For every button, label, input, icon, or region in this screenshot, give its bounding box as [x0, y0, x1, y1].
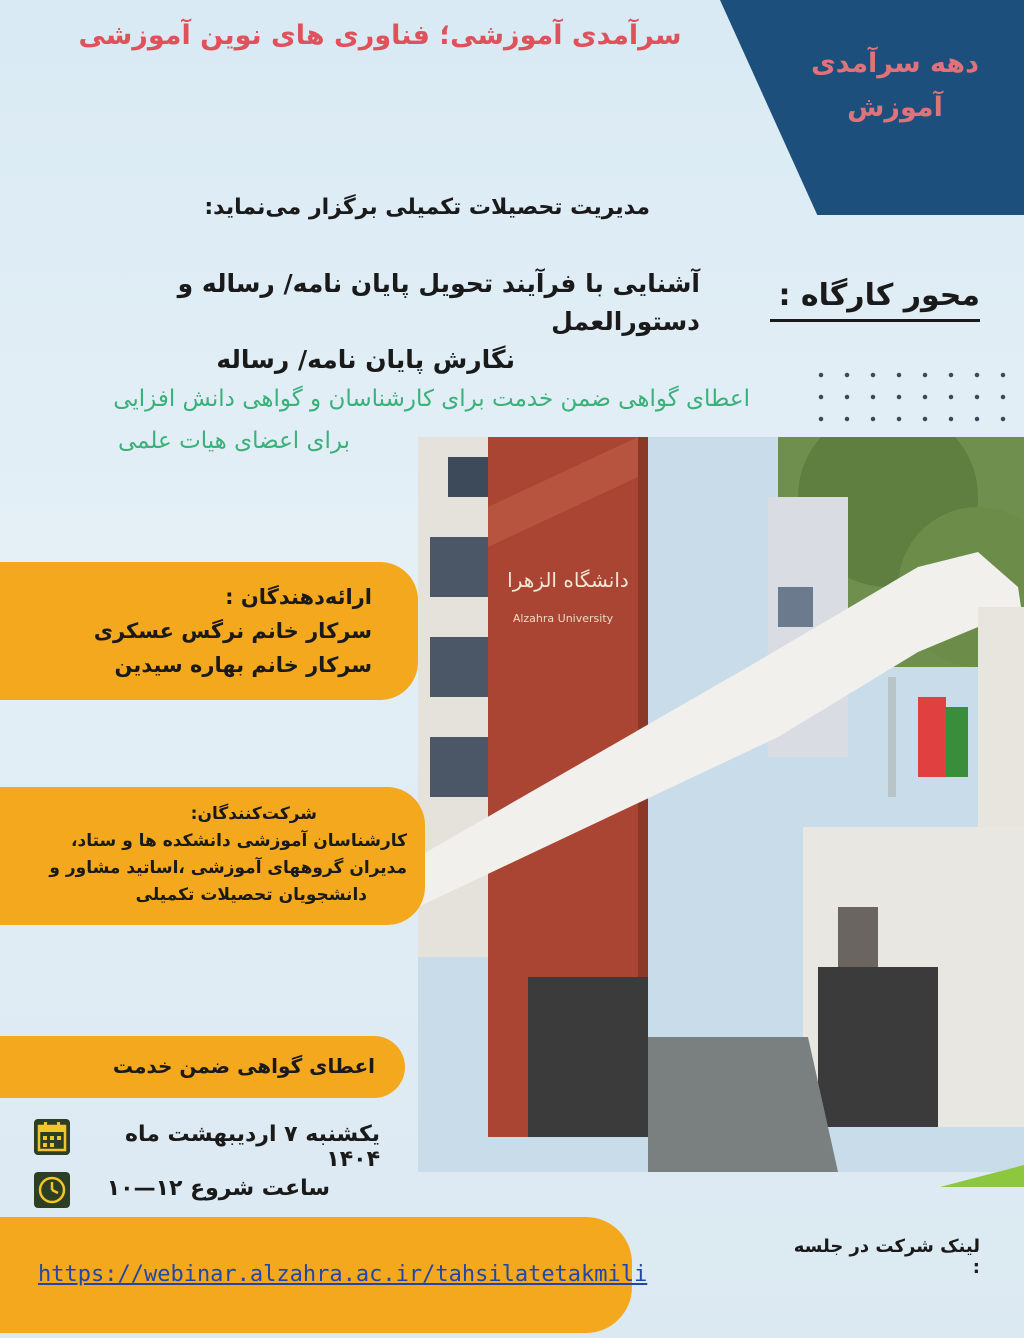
- clock-icon: [34, 1172, 70, 1208]
- topic-line-2: نگارش پایان نامه/ رساله: [216, 345, 515, 374]
- presenters-box: [0, 562, 418, 700]
- presenter-name-1: سرکار خانم نرگس عسکری: [93, 619, 372, 643]
- topic-line-1: آشنایی با فرآیند تحویل پایان نامه/ رساله و دستورالعمل: [177, 269, 700, 336]
- event-start-time: ساعت شروع ۱۲—۱۰: [106, 1176, 330, 1201]
- certificate-note-line-2: برای اعضای هیات علمی: [117, 428, 350, 454]
- campus-gate-photo: [418, 437, 1024, 1172]
- join-link-label: لینک شرکت در جلسه :: [793, 1236, 980, 1278]
- poster-title: سرآمدی آموزشی؛ فناوری های نوین آموزشی: [78, 20, 682, 51]
- service-certificate-box: [0, 1036, 405, 1098]
- calendar-icon: [34, 1119, 70, 1155]
- dot-pattern: [808, 364, 1018, 424]
- event-date: یکشنبه ۷ اردیبهشت ماه ۱۴۰۴: [125, 1122, 380, 1172]
- webinar-link[interactable]: https://webinar.alzahra.ac.ir/tahsilatetakmili: [38, 1262, 648, 1287]
- participants-line-3: دانشجویان تحصیلات تکمیلی: [135, 885, 367, 905]
- workshop-topic: [40, 265, 700, 379]
- gate-sign-subtext: Alzahra University: [512, 612, 614, 625]
- participants-line-1: کارشناسان آموزشی دانشکده ها و ستاد،: [71, 831, 407, 851]
- organizer-line: مدیریت تحصیلات تکمیلی برگزار می‌نماید:: [204, 195, 650, 220]
- corner-line-1: دهه سرآمدی: [810, 48, 979, 79]
- workshop-axis-label: محور کارگاه :: [770, 278, 980, 322]
- certificate-note-line-1: اعطای گواهی ضمن خدمت برای کارشناسان و گواهی دانش افزایی: [113, 386, 750, 412]
- participants-title: شرکت‌کنندگان:: [190, 804, 317, 824]
- presenters-title: ارائه‌دهندگان :: [225, 585, 372, 609]
- service-certificate-text: اعطای گواهی ضمن خدمت: [112, 1054, 375, 1078]
- participants-box: [0, 787, 425, 925]
- corner-line-2: آموزش: [847, 92, 943, 123]
- campus-gate-illustration: [418, 437, 1024, 1172]
- participants-line-2: مدیران گروههای آموزشی ،اساتید مشاور و: [49, 858, 407, 878]
- corner-banner-text: [790, 42, 1000, 130]
- gate-sign-text: دانشگاه الزهرا: [507, 568, 629, 592]
- presenter-name-2: سرکار خانم بهاره سیدین: [114, 653, 372, 677]
